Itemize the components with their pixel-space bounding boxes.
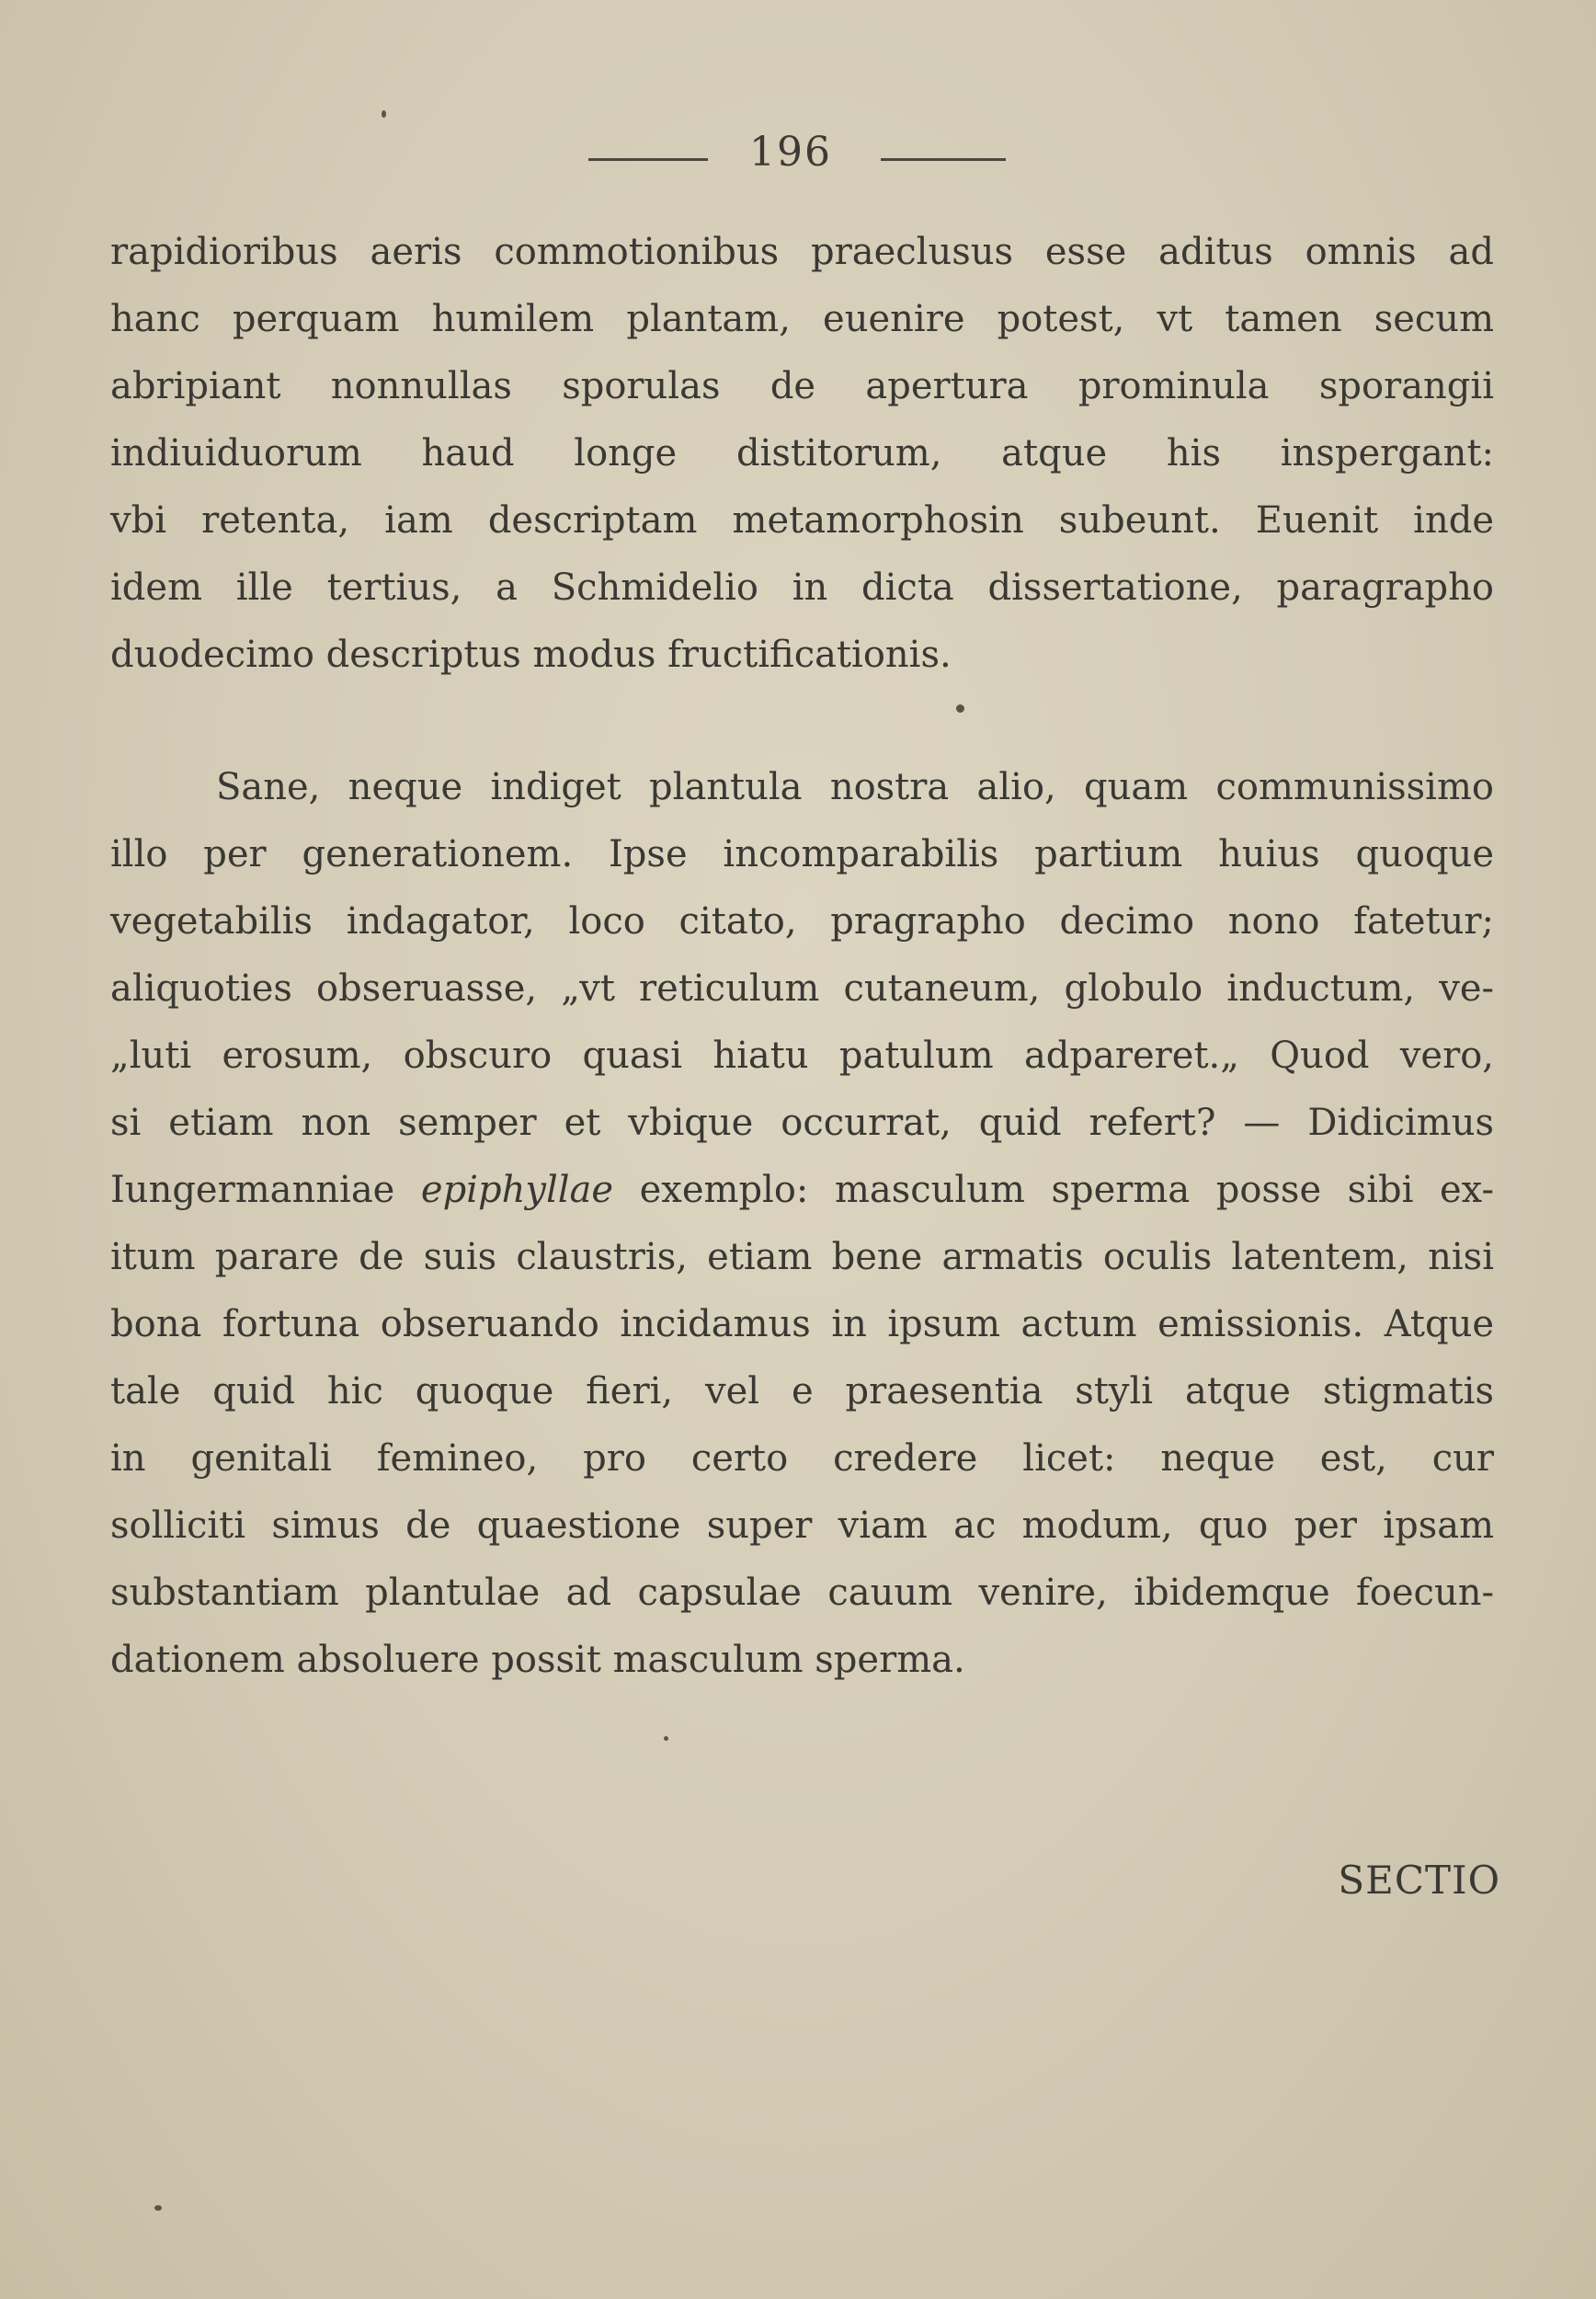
paragraph-line: duodecimo descriptus modus fructificationis. <box>110 634 952 676</box>
paragraph-line: bona fortuna obseruando incidamus in ipsum actum emissionis. Atque <box>110 1303 1494 1345</box>
paragraph-line: indiuiduorum haud longe distitorum, atque his inspergant: <box>110 432 1494 475</box>
species-epithet: epiphyllae <box>420 1169 614 1211</box>
paragraph-line: abripiant nonnullas sporulas de apertura prominula sporangii <box>110 365 1494 407</box>
paper-speck <box>956 704 964 713</box>
paragraph-line: substantiam plantulae ad capsulae cauum venire, ibidemque foecun- <box>110 1572 1494 1614</box>
paper-speck <box>664 1736 668 1741</box>
paragraph-line-with-italic <box>110 1157 1494 1224</box>
header-rule-left <box>588 158 708 161</box>
paragraph-line: idem ille tertius, a Schmidelio in dicta dissertatione, paragrapho <box>110 566 1494 609</box>
genus-name: Iungermanniae <box>110 1169 395 1211</box>
paragraph-line: vegetabilis indagator, loco citato, pragrapho decimo nono fatetur; <box>110 900 1494 943</box>
paragraph-line: dationem absoluere possit masculum sperma. <box>110 1639 965 1681</box>
paragraph-line: aliquoties obseruasse, „vt reticulum cutaneum, globulo inductum, ve- <box>110 967 1494 1010</box>
paragraph-line: solliciti simus de quaestione super viam ac modum, quo per ipsam <box>110 1504 1494 1547</box>
paragraph-line: Sane, neque indiget plantula nostra alio, quam communissimo <box>216 766 1494 808</box>
catchword: SECTIO <box>1338 1858 1500 1903</box>
header-rule-right <box>881 158 1006 161</box>
paragraph-line: „luti erosum, obscuro quasi hiatu patulum adpareret.„ Quod vero, <box>110 1035 1494 1077</box>
page-header <box>0 129 1596 184</box>
paper-speck <box>154 2205 162 2211</box>
paragraph-2 <box>110 754 1494 1694</box>
paper-speck <box>382 110 386 118</box>
paragraph-line: tale quid hic quoque fieri, vel e praesentia styli atque stigmatis <box>110 1370 1494 1413</box>
page-number: 196 <box>749 129 832 176</box>
paragraph-1 <box>110 219 1494 689</box>
paragraph-line: vbi retenta, iam descriptam metamorphosin subeunt. Euenit inde <box>110 499 1494 542</box>
line-remainder: exemplo: masculum sperma posse sibi ex- <box>639 1169 1495 1211</box>
paragraph-line: hanc perquam humilem plantam, euenire potest, vt tamen secum <box>110 298 1494 340</box>
paragraph-line: rapidioribus aeris commotionibus praeclusus esse aditus omnis ad <box>110 231 1494 273</box>
paragraph-line: si etiam non semper et vbique occurrat, quid refert? — Didicimus <box>110 1102 1494 1144</box>
paragraph-line: in genitali femineo, pro certo credere licet: neque est, cur <box>110 1437 1494 1480</box>
paragraph-line: itum parare de suis claustris, etiam bene armatis oculis latentem, nisi <box>110 1236 1494 1278</box>
paragraph-line: illo per generationem. Ipse incomparabilis partium huius quoque <box>110 833 1494 875</box>
